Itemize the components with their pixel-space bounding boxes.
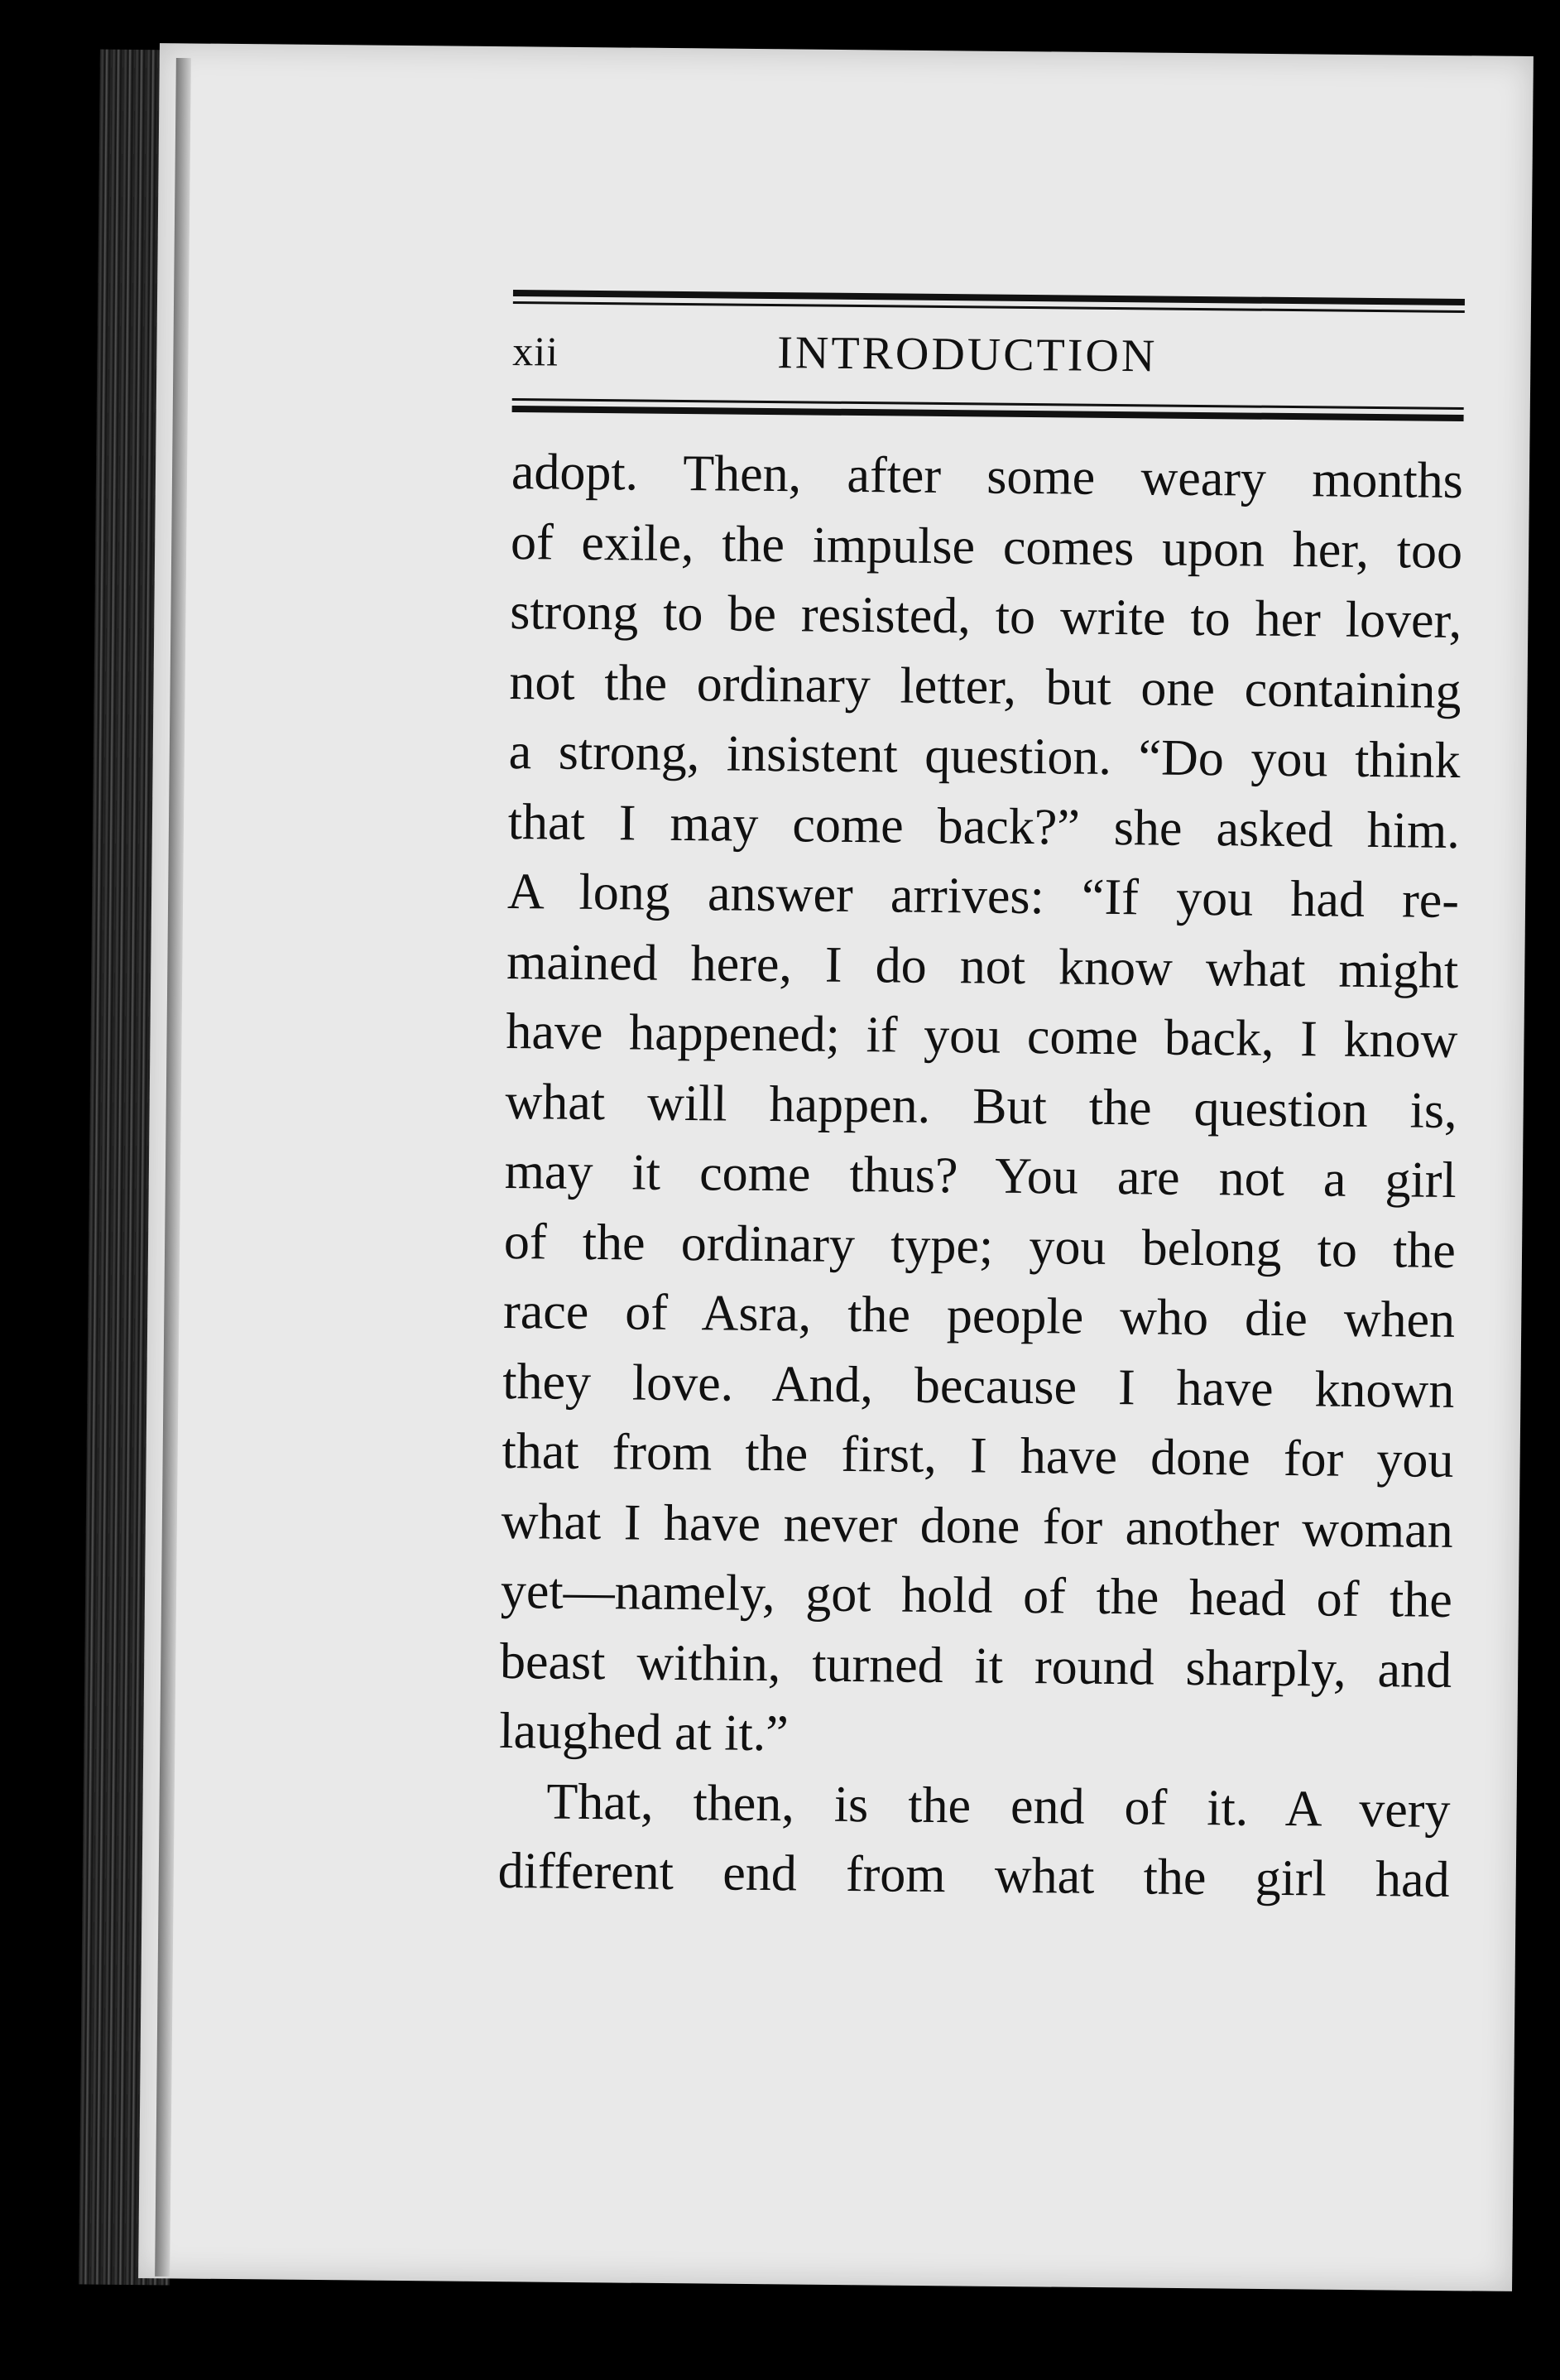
text-line: of the ordinary type; you belong to the	[503, 1213, 1457, 1279]
text-line: of exile, the impulse comes upon her, too	[510, 513, 1463, 579]
text-line: strong to be resisted, to write to her lover,	[509, 583, 1462, 650]
text-line: not the ordinary letter, but one containing	[509, 653, 1462, 719]
text-line: laughed at it.”	[498, 1702, 790, 1762]
text-line: that from the first, I have done for you	[502, 1422, 1454, 1488]
text-line: A long answer arrives: “If you had re-	[506, 863, 1460, 930]
text-line: beast within, turned it round sharply, and	[499, 1632, 1452, 1699]
text-line: yet—namely, got hold of the head of the	[500, 1562, 1453, 1628]
running-head: INTRODUCTION	[776, 327, 1158, 382]
text-line: what I have never done for another woman	[501, 1493, 1453, 1559]
text-line: race of Asra, the people who die when	[502, 1282, 1456, 1349]
page-content	[497, 290, 1465, 1915]
text-line: adopt. Then, after some weary months	[511, 443, 1464, 510]
text-line: that I may come back?” she asked him.	[507, 793, 1461, 859]
text-line: they love. And, because I have known	[502, 1353, 1455, 1419]
paragraph-2	[497, 1766, 1451, 1915]
text-line: have happened; if you come back, I know	[506, 1002, 1458, 1069]
text-line: what will happen. But the question is,	[505, 1073, 1457, 1139]
page-number: xii	[512, 327, 559, 375]
paragraph-1	[499, 437, 1463, 1775]
text-line: That, then, is the end of it. A very	[546, 1772, 1451, 1839]
page-header	[512, 315, 1465, 399]
text-line: may it come thus? You are not a girl	[504, 1142, 1457, 1209]
text-line: a strong, insistent question. “Do you think	[508, 723, 1461, 790]
body-text	[497, 437, 1463, 1915]
text-line: different end from what the girl had	[497, 1842, 1450, 1908]
text-line: mained here, I do not know what might	[506, 933, 1459, 999]
